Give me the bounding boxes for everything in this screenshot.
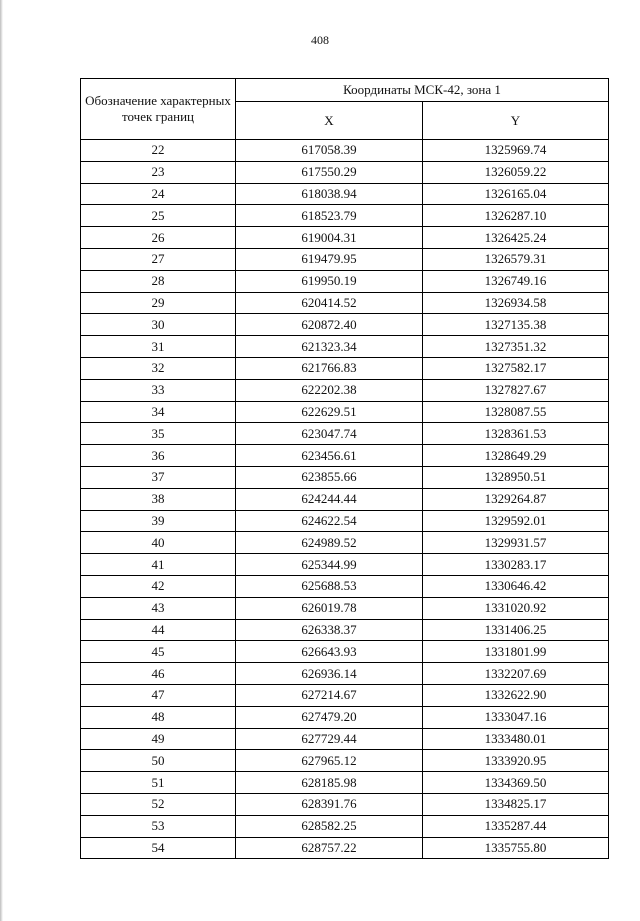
x-coordinate-cell: 618038.94 [236,183,423,205]
point-cell: 25 [81,205,236,227]
table-row [81,423,609,445]
table-row [81,379,609,401]
point-cell: 41 [81,554,236,576]
x-coordinate-cell: 619004.31 [236,227,423,249]
y-coordinate-cell: 1330646.42 [423,575,609,597]
table-row [81,706,609,728]
y-coordinate-cell: 1327582.17 [423,357,609,379]
point-cell: 32 [81,357,236,379]
table-row [81,205,609,227]
y-coordinate-cell: 1332207.69 [423,663,609,685]
y-coordinate-cell: 1326059.22 [423,161,609,183]
table-row [81,532,609,554]
table-body [81,140,609,859]
table-row [81,292,609,314]
y-column-header: Y [423,102,609,140]
point-cell: 48 [81,706,236,728]
point-cell: 49 [81,728,236,750]
x-coordinate-cell: 618523.79 [236,205,423,227]
point-cell: 38 [81,488,236,510]
point-cell: 45 [81,641,236,663]
x-coordinate-cell: 627479.20 [236,706,423,728]
x-coordinate-cell: 623456.61 [236,445,423,467]
table-row [81,336,609,358]
point-cell: 24 [81,183,236,205]
point-cell: 42 [81,575,236,597]
x-coordinate-cell: 626019.78 [236,597,423,619]
y-coordinate-cell: 1334825.17 [423,793,609,815]
y-coordinate-cell: 1335287.44 [423,815,609,837]
table-row [81,357,609,379]
y-coordinate-cell: 1326425.24 [423,227,609,249]
table-row [81,772,609,794]
x-coordinate-cell: 628582.25 [236,815,423,837]
y-coordinate-cell: 1330283.17 [423,554,609,576]
x-coordinate-cell: 621323.34 [236,336,423,358]
point-cell: 22 [81,140,236,162]
y-coordinate-cell: 1329264.87 [423,488,609,510]
table-row [81,554,609,576]
table-row [81,314,609,336]
table-row [81,837,609,859]
x-coordinate-cell: 624244.44 [236,488,423,510]
y-coordinate-cell: 1329931.57 [423,532,609,554]
table-row [81,488,609,510]
point-cell: 35 [81,423,236,445]
y-coordinate-cell: 1333920.95 [423,750,609,772]
table-row [81,510,609,532]
y-coordinate-cell: 1327827.67 [423,379,609,401]
x-coordinate-cell: 625344.99 [236,554,423,576]
x-coordinate-cell: 619950.19 [236,270,423,292]
table-row [81,619,609,641]
table-row [81,575,609,597]
table-row [81,248,609,270]
x-column-header: X [236,102,423,140]
table-row [81,728,609,750]
y-coordinate-cell: 1328649.29 [423,445,609,467]
table-row [81,466,609,488]
y-coordinate-cell: 1328950.51 [423,466,609,488]
y-coordinate-cell: 1333480.01 [423,728,609,750]
y-coordinate-cell: 1331801.99 [423,641,609,663]
point-cell: 53 [81,815,236,837]
x-coordinate-cell: 628757.22 [236,837,423,859]
table-row [81,161,609,183]
y-coordinate-cell: 1332622.90 [423,684,609,706]
x-coordinate-cell: 621766.83 [236,357,423,379]
point-cell: 37 [81,466,236,488]
point-column-header: Обозначение характерных точек границ [81,79,236,140]
table-row [81,401,609,423]
y-coordinate-cell: 1326934.58 [423,292,609,314]
y-coordinate-cell: 1327351.32 [423,336,609,358]
table-row [81,641,609,663]
point-cell: 26 [81,227,236,249]
x-coordinate-cell: 625688.53 [236,575,423,597]
header-row-main [81,79,609,102]
y-coordinate-cell: 1331020.92 [423,597,609,619]
point-cell: 44 [81,619,236,641]
x-coordinate-cell: 628185.98 [236,772,423,794]
y-coordinate-cell: 1327135.38 [423,314,609,336]
point-cell: 52 [81,793,236,815]
x-coordinate-cell: 626936.14 [236,663,423,685]
table-row [81,663,609,685]
x-coordinate-cell: 628391.76 [236,793,423,815]
y-coordinate-cell: 1326165.04 [423,183,609,205]
point-cell: 36 [81,445,236,467]
table-row [81,597,609,619]
point-cell: 47 [81,684,236,706]
x-coordinate-cell: 623047.74 [236,423,423,445]
point-cell: 23 [81,161,236,183]
x-coordinate-cell: 620872.40 [236,314,423,336]
y-coordinate-cell: 1328361.53 [423,423,609,445]
point-cell: 50 [81,750,236,772]
table-row [81,140,609,162]
x-coordinate-cell: 624989.52 [236,532,423,554]
page-number: 408 [311,33,329,47]
point-cell: 29 [81,292,236,314]
y-coordinate-cell: 1328087.55 [423,401,609,423]
x-coordinate-cell: 619479.95 [236,248,423,270]
x-coordinate-cell: 627729.44 [236,728,423,750]
point-cell: 30 [81,314,236,336]
x-coordinate-cell: 626338.37 [236,619,423,641]
y-coordinate-cell: 1329592.01 [423,510,609,532]
coords-column-header: Координаты МСК-42, зона 1 [236,79,609,102]
x-coordinate-cell: 617550.29 [236,161,423,183]
x-coordinate-cell: 626643.93 [236,641,423,663]
point-cell: 27 [81,248,236,270]
point-cell: 28 [81,270,236,292]
point-cell: 40 [81,532,236,554]
y-coordinate-cell: 1333047.16 [423,706,609,728]
x-coordinate-cell: 624622.54 [236,510,423,532]
table-row [81,793,609,815]
table-row [81,445,609,467]
point-cell: 46 [81,663,236,685]
table-row [81,183,609,205]
y-coordinate-cell: 1325969.74 [423,140,609,162]
table-row [81,684,609,706]
y-coordinate-cell: 1326579.31 [423,248,609,270]
coordinates-table [80,78,609,859]
x-coordinate-cell: 627214.67 [236,684,423,706]
scan-edge-shadow [0,0,3,921]
y-coordinate-cell: 1326287.10 [423,205,609,227]
point-cell: 51 [81,772,236,794]
table-header [81,79,609,140]
x-coordinate-cell: 622202.38 [236,379,423,401]
table-row [81,227,609,249]
y-coordinate-cell: 1335755.80 [423,837,609,859]
point-cell: 34 [81,401,236,423]
y-coordinate-cell: 1331406.25 [423,619,609,641]
x-coordinate-cell: 617058.39 [236,140,423,162]
y-coordinate-cell: 1326749.16 [423,270,609,292]
table-row [81,270,609,292]
y-coordinate-cell: 1334369.50 [423,772,609,794]
point-cell: 39 [81,510,236,532]
x-coordinate-cell: 622629.51 [236,401,423,423]
point-cell: 54 [81,837,236,859]
point-cell: 43 [81,597,236,619]
table-row [81,750,609,772]
x-coordinate-cell: 623855.66 [236,466,423,488]
x-coordinate-cell: 620414.52 [236,292,423,314]
table-row [81,815,609,837]
point-cell: 31 [81,336,236,358]
point-cell: 33 [81,379,236,401]
x-coordinate-cell: 627965.12 [236,750,423,772]
